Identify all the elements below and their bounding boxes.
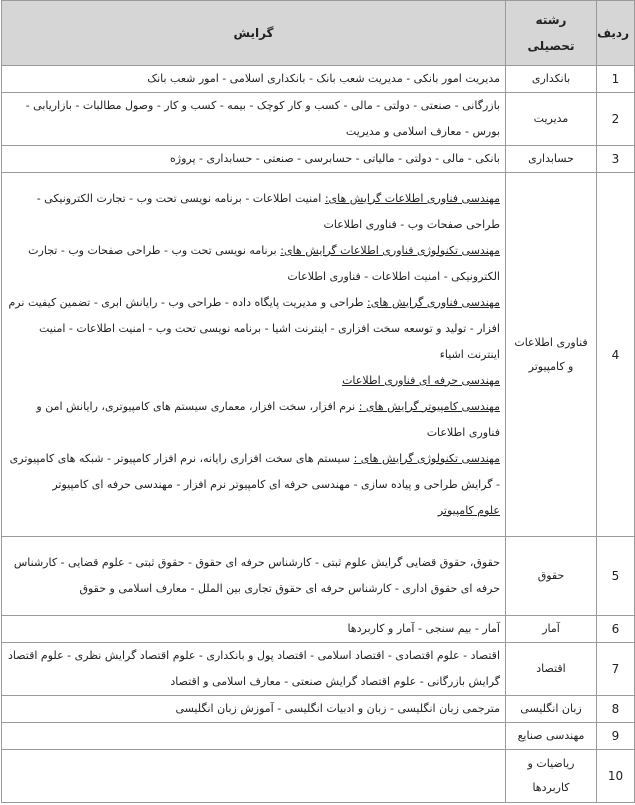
- specializations: حقوق، حقوق قضایی گرایش علوم ثبتی - کارشناس حرفه ای حقوق - حقوق ثبتی - علوم قضایی - کارشناس حرفه ای حقوق اداری - کارشناس حرفه ای حقوق تجاری بین الملل - معارف اسلامی و حقوق: [2, 537, 506, 616]
- specialization-group: [7, 290, 500, 368]
- specializations: [2, 173, 506, 537]
- specialization-group: [7, 446, 500, 498]
- table-row: [2, 66, 635, 93]
- specializations: بانکی - مالی - دولتی - مالیاتی - حسابرسی - صنعتی - حسابداری - پروژه: [2, 146, 506, 173]
- group-title: مهندسی فناوری اطلاعات گرایش های:: [324, 191, 500, 205]
- specializations: [2, 750, 506, 803]
- row-number: 5: [597, 537, 635, 616]
- group-text: سیستم های سخت افزاری رایانه، نرم افزار کامپیوتر - شبکه های کامپیوتری - گرایش طراحی و پیاده سازی - مهندسی حرفه ای کامپیوتر نرم افزار - مهندسی حرفه ای کامپیوتر: [9, 451, 500, 491]
- specialization-group: [7, 394, 500, 446]
- row-number: 6: [597, 616, 635, 643]
- specializations: آمار - بیم سنجی - آمار و کاربردها: [2, 616, 506, 643]
- specializations: مدیریت امور بانکی - مدیریت شعب بانک - بانکداری اسلامی - امور شعب بانک: [2, 66, 506, 93]
- table-row: [2, 537, 635, 616]
- field-name: مهندسی صنایع: [506, 723, 597, 750]
- group-title: مهندسی تکنولوژی فناوری اطلاعات گرایش های:: [280, 243, 500, 257]
- header-field-line2: تحصیلی: [527, 39, 575, 53]
- header-row-number: ردیف: [597, 1, 635, 66]
- field-name: زبان انگلیسی: [506, 696, 597, 723]
- majors-table: [1, 0, 635, 803]
- field-name: اقتصاد: [506, 643, 597, 696]
- group-text: نرم افزار، سخت افزار، معماری سیستم های کامپیوتری، رایانش امن و فناوری اطلاعات: [36, 399, 500, 439]
- field-name: آمار: [506, 616, 597, 643]
- group-text: امنیت اطلاعات - برنامه نویسی تحت وب - تجارت الکترونیکی - طراحی صفحات وب - فناوری اطلاعات: [36, 191, 500, 231]
- row-number: 8: [597, 696, 635, 723]
- table-row: [2, 616, 635, 643]
- specialization-group: [7, 238, 500, 290]
- specialization-group: [7, 368, 500, 394]
- table-row: [2, 696, 635, 723]
- field-name: مدیریت: [506, 93, 597, 146]
- row-number: 10: [597, 750, 635, 803]
- specializations: [2, 723, 506, 750]
- field-name: بانکداری: [506, 66, 597, 93]
- table-row: [2, 93, 635, 146]
- row-number: 3: [597, 146, 635, 173]
- field-name: فناوری اطلاعات و کامپیوتر: [506, 173, 597, 537]
- table-row: [2, 173, 635, 537]
- header-field-line1: رشته: [535, 13, 567, 27]
- field-name: حقوق: [506, 537, 597, 616]
- table-row: [2, 146, 635, 173]
- specialization-group: [7, 498, 500, 524]
- header-specialization: گرایش: [2, 1, 506, 66]
- group-text: برنامه نویسی تحت وب - طراحی صفحات وب - تجارت الکترونیکی - امنیت اطلاعات - فناوری اطلاعات: [28, 243, 500, 283]
- group-title: علوم کامپیوتر: [437, 503, 500, 517]
- row-number: 7: [597, 643, 635, 696]
- table-row: [2, 723, 635, 750]
- field-name: حسابداری: [506, 146, 597, 173]
- specialization-group: [7, 186, 500, 238]
- group-title: مهندسی فناوری گرایش های:: [366, 295, 500, 309]
- header-row: [2, 1, 635, 66]
- group-title: مهندسی تکنولوژی گرایش های :: [353, 451, 500, 465]
- group-text: طراحی و مدیریت پایگاه داده - طراحی وب - رایانش ابری - تضمین کیفیت نرم افزار - تولید و توسعه سخت افزاری - اینترنت اشیا - برنامه نویسی تحت وب - امنیت اطلاعات - امنیت اینترنت اشیاء: [8, 295, 500, 361]
- row-number: 1: [597, 66, 635, 93]
- row-number: 9: [597, 723, 635, 750]
- row-number: 2: [597, 93, 635, 146]
- group-title: مهندسی کامپیوتر گرایش های :: [358, 399, 500, 413]
- specializations: بازرگانی - صنعتی - دولتی - مالی - کسب و کار کوچک - بیمه - کسب و کار - وصول مطالبات - بازاریابی - بورس - معارف اسلامی و مدیریت: [2, 93, 506, 146]
- table-row: [2, 750, 635, 803]
- specializations: اقتصاد - علوم اقتصادی - اقتصاد اسلامی - اقتصاد پول و بانکداری - علوم اقتصاد گرایش نظری - علوم اقتصاد گرایش بازرگانی - علوم اقتصاد گرایش صنعتی - معارف اسلامی و اقتصاد: [2, 643, 506, 696]
- specializations: مترجمی زبان انگلیسی - زبان و ادبیات انگلیسی - آموزش زبان انگلیسی: [2, 696, 506, 723]
- field-name: ریاضیات و کاربردها: [506, 750, 597, 803]
- row-number: 4: [597, 173, 635, 537]
- table-row: [2, 643, 635, 696]
- group-title: مهندسی حرفه ای فناوری اطلاعات: [342, 373, 500, 387]
- header-field: [506, 1, 597, 66]
